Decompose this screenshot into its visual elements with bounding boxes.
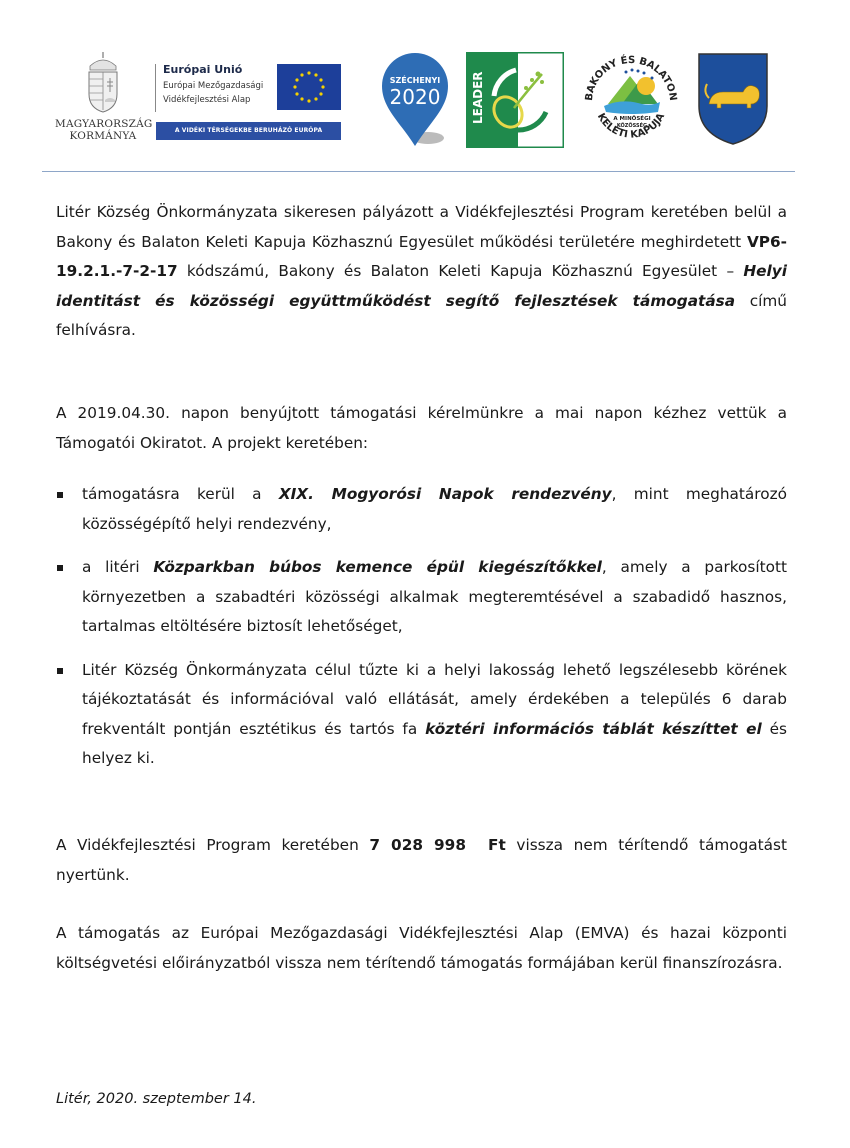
financing-paragraph: A támogatás az Európai Mezőgazdasági Vidékfejlesztési Alap (EMVA) és hazai központi költségvetési előirányzatból vissza nem térítendő támogatás formájában kerül finanszírozásra. xyxy=(56,924,787,972)
bullet-icon xyxy=(57,492,63,498)
bakony-center1: A MINŐSÉGI xyxy=(613,116,651,122)
project-list xyxy=(56,480,787,788)
list-item xyxy=(56,553,787,642)
eu-logo-line3: Vidékfejlesztési Alap xyxy=(163,95,251,105)
call-title: Helyi identitást és közösségi együttműködést segítő fejlesztések támogatása xyxy=(56,262,787,310)
list-item-text: a litéri xyxy=(82,558,154,576)
eu-flag-icon xyxy=(277,64,341,110)
bakony-center2: KÖZÖSSÉG xyxy=(616,123,648,129)
eu-eafrd-logo xyxy=(155,62,345,146)
eu-logo-divider xyxy=(155,64,156,112)
list-item-emphasis: XIX. Mogyorósi Napok rendezvény xyxy=(278,485,612,503)
intro-text-b: kódszámú, Bakony és Balaton Keleti Kapuja Közhasznú Egyesület – xyxy=(177,262,744,280)
leader-logo xyxy=(466,52,564,148)
logo-header xyxy=(0,44,850,159)
list-item-emphasis: Közparkban búbos kemence épül kiegészítőkkel xyxy=(153,558,602,576)
bullet-icon xyxy=(57,668,63,674)
bakony-balaton-logo xyxy=(582,50,680,148)
funding-text-a: A Vidékfejlesztési Program keretében xyxy=(56,836,370,854)
government-logo-line2: KORMÁNYA xyxy=(69,130,137,142)
government-logo-line1: MAGYARORSZÁG xyxy=(55,118,153,130)
bullet-icon xyxy=(57,565,63,571)
hungarian-government-logo xyxy=(55,52,151,152)
hungarian-coat-of-arms-icon xyxy=(84,52,122,114)
eu-logo-title: Európai Unió xyxy=(163,63,243,76)
program-code: VP6-19.2.1.-7-2-17 xyxy=(56,232,787,280)
bakony-arc-top: BAKONY ÉS BALATON xyxy=(583,54,679,102)
intro-paragraph xyxy=(56,198,787,346)
list-item-text: támogatásra kerül a xyxy=(82,485,279,503)
eu-logo-line2: Európai Mezőgazdasági xyxy=(163,81,264,91)
list-item-text: , mint meghatározó közösségépítő helyi rendezvény, xyxy=(82,485,787,533)
funding-paragraph xyxy=(56,831,787,890)
list-item-text: és helyez ki. xyxy=(82,719,787,767)
list-item xyxy=(56,656,787,774)
list-item xyxy=(56,480,787,539)
eu-logo-banner: A VIDÉKI TÉRSÉGEKBE BERUHÁZÓ EURÓPA xyxy=(156,122,341,140)
list-item-emphasis: köztéri információs táblát készíttet el xyxy=(425,719,762,738)
intro-text-c: című felhívásra. xyxy=(56,291,787,339)
list-item-text: Litér Község Önkormányzata célul tűzte ki a helyi lakosság lehető legszélesebb körének tájékoztatását és információval való ellátását, amely érdekében a település 6 darab frekventált pontján esztétikus és tartós fa xyxy=(82,660,787,738)
funding-text-b: vissza nem térítendő támogatást nyertünk. xyxy=(56,836,787,884)
place-date-signature: Litér, 2020. szeptember 14. xyxy=(56,1091,257,1107)
intro-text-a: Litér Község Önkormányzata sikeresen pályázott a Vidékfejlesztési Program keretében belül a Bakony és Balaton Keleti Kapuja Közhasznú Egyesület működési területére meghirdetett xyxy=(56,203,787,251)
szechenyi-2020-logo xyxy=(380,52,450,148)
liter-coat-of-arms xyxy=(697,52,769,146)
leader-text: LEADER xyxy=(471,71,485,124)
list-item-text: , amely a parkosított környezetben a szabadtéri közösségi alkalmak megteremtésével a szabadidő hasznos, tartalmas eltöltésére biztosít lehetőséget, xyxy=(82,558,787,635)
szechenyi-label: SZÉCHENYI xyxy=(389,76,441,85)
submission-paragraph: A 2019.04.30. napon benyújtott támogatási kérelmünkre a mai napon kézhez vettük a Támogatói Okiratot. A projekt keretében: xyxy=(56,404,787,452)
szechenyi-year: 2020 xyxy=(389,85,441,109)
bakony-arc-bottom: KELETI KAPUJA xyxy=(594,111,668,141)
header-divider xyxy=(42,171,795,172)
funding-amount: 7 028 998 Ft xyxy=(369,836,506,854)
